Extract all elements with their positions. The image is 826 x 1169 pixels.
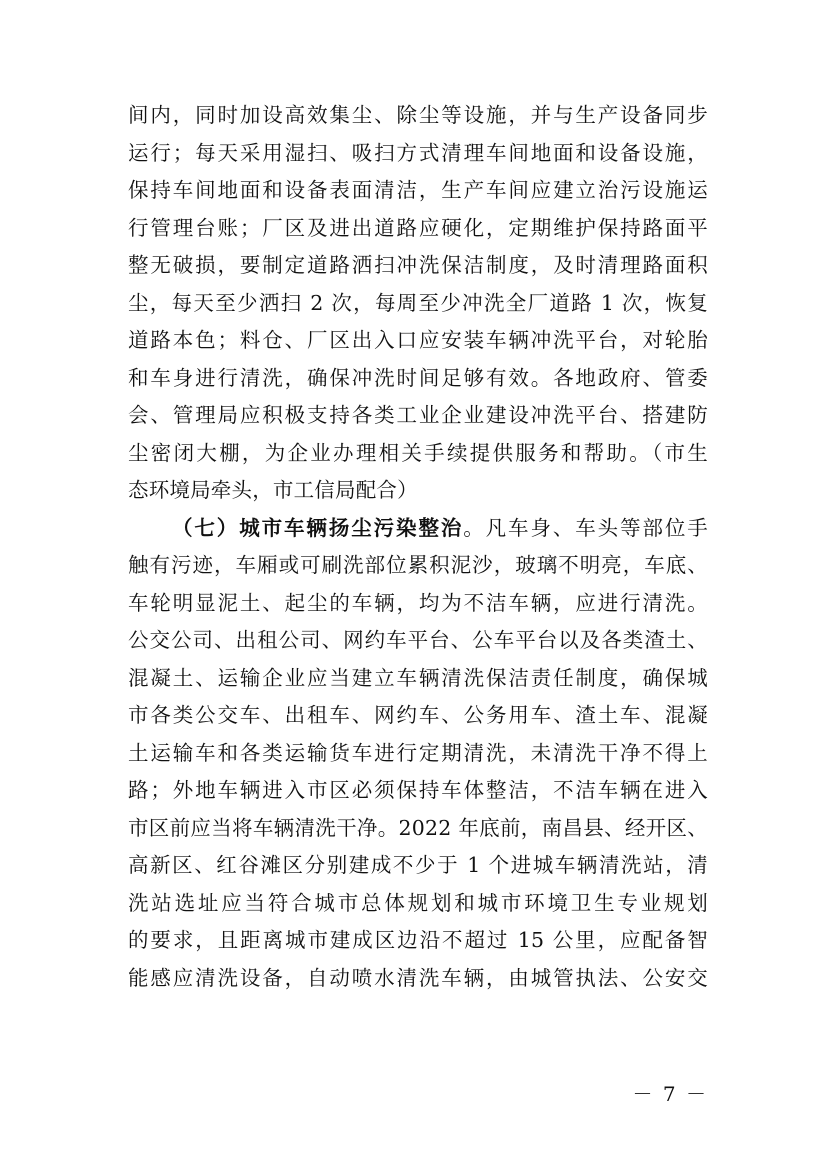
text-line: 行管理台账；厂区及进出道路应硬化，定期维护保持路面平	[128, 215, 708, 240]
text-line: 高新区、红谷滩区分别建成不少于 1 个进城车辆清洗站，清	[128, 853, 708, 877]
page-number: － 7 －	[632, 1082, 708, 1106]
section-heading: （七）城市车辆扬尘污染整治	[172, 515, 464, 540]
text-line: 尘密闭大棚，为企业办理相关手续提供服务和帮助。（市生	[128, 440, 708, 465]
text-line: 的要求，且距离城市建成区边沿不超过 15 公里，应配备智	[128, 928, 708, 952]
text-line: 市各类公交车、出租车、网约车、公务用车、渣土车、混凝	[128, 703, 708, 727]
text-line: 土运输车和各类运输货车进行定期清洗，未清洗干净不得上	[128, 740, 708, 765]
text-line: 路；外地车辆进入市区必须保持车体整洁，不洁车辆在进入	[128, 778, 708, 802]
text-line: 尘，每天至少洒扫 2 次，每周至少冲洗全厂道路 1 次，恢复	[128, 290, 708, 315]
text-line: 触有污迹，车厢或可刷洗部位累积泥沙，玻璃不明亮，车底、	[128, 553, 708, 577]
text-line: 道路本色；料仓、厂区出入口应安装车辆冲洗平台，对轮胎	[128, 328, 708, 352]
text-line: 会、管理局应积极支持各类工业企业建设冲洗平台、搭建防	[128, 403, 708, 427]
section-first-line-text: 。凡车身、车头等部位手	[463, 515, 708, 540]
text-line: 车轮明显泥土、起尘的车辆，均为不洁车辆，应进行清洗。	[128, 590, 708, 615]
section-first-line	[128, 510, 708, 548]
text-line: 洗站选址应当符合城市总体规划和城市环境卫生专业规划	[128, 890, 708, 915]
text-line: 整无破损，要制定道路洒扫冲洗保洁制度，及时清理路面积	[128, 253, 708, 277]
text-line: 混凝土、运输企业应当建立车辆清洗保洁责任制度，确保城	[128, 665, 708, 690]
text-line: 公交公司、出租公司、网约车平台、公车平台以及各类渣土、	[128, 628, 708, 652]
text-line: 间内，同时加设高效集尘、除尘等设施，并与生产设备同步	[128, 103, 708, 127]
text-line: 和车身进行清洗，确保冲洗时间足够有效。各地政府、管委	[128, 365, 708, 390]
text-line: 态环境局牵头，市工信局配合）	[128, 478, 418, 502]
text-line: 能感应清洗设备，自动喷水清洗车辆，由城管执法、公安交	[128, 965, 708, 990]
text-line: 市区前应当将车辆清洗干净。2022 年底前，南昌县、经开区、	[128, 815, 708, 840]
paragraph-1	[128, 97, 708, 510]
paragraph-2	[128, 510, 708, 998]
text-line: 运行；每天采用湿扫、吸扫方式清理车间地面和设备设施，	[128, 140, 708, 165]
body-text	[128, 97, 708, 997]
text-line: 保持车间地面和设备表面清洁，生产车间应建立治污设施运	[128, 178, 708, 202]
